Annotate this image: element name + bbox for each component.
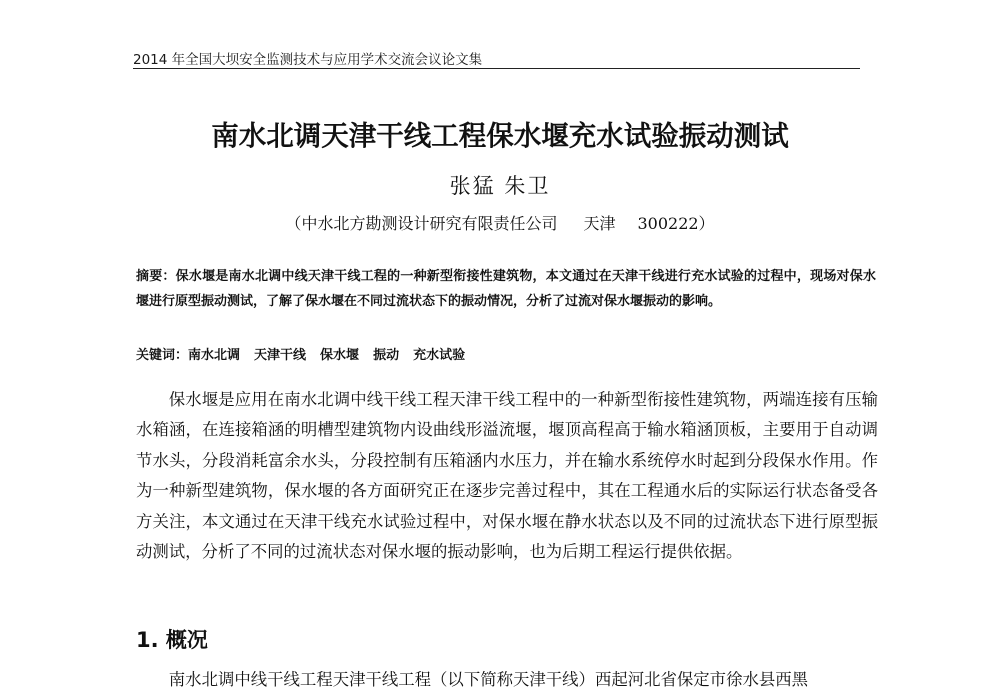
affiliation-close-paren: ） — [698, 214, 715, 233]
running-header: 2014 年全国大坝安全监测技术与应用学术交流会议论文集 — [133, 52, 483, 68]
affiliation-postcode: 300222 — [637, 214, 699, 233]
paper-title: 南水北调天津干线工程保水堰充水试验振动测试 — [211, 120, 789, 152]
intro-paragraph: 保水堰是应用在南水北调中线干线工程天津干线工程中的一种新型衔接性建筑物，两端连接有压输水箱涵，在连接箱涵的明槽型建筑物内设曲线形溢流堰，堰顶高程高于输水箱涵顶板，主要用于自动调节水头，分段消耗富余水头，分段控制有压箱涵内水压力，并在输水系统停水时起到分段保水作用。作为一种新型建筑物，保水堰的各方面研究正在逐步完善过程中，其在工程通水后的实际运行状态备受各方关注，本文通过在天津干线充水试验过程中，对保水堰在静水状态以及不同的过流状态下进行原型振动测试，分析了不同的过流状态对保水堰的振动影响，也为后期工程运行提供依据。 — [136, 390, 878, 562]
affiliation-open-paren: （ — [285, 214, 302, 233]
abstract-label: 摘要： — [136, 269, 176, 284]
keywords — [136, 346, 876, 366]
affiliation-organization: 中水北方勘测设计研究有限责任公司 — [301, 214, 558, 233]
header-rule — [133, 68, 860, 69]
section-heading-overview: 1. 概况 — [136, 628, 208, 652]
section-1-first-line: 南水北调中线干线工程天津干线工程（以下简称天津干线）西起河北省保定市徐水县西黑 — [168, 670, 809, 689]
keyword-item: 充水试验 — [413, 348, 466, 363]
author-affiliation — [0, 211, 1000, 234]
affiliation-city: 天津 — [583, 214, 616, 233]
keywords-label: 关键词： — [136, 348, 189, 363]
keyword-item: 天津干线 — [254, 348, 307, 363]
keyword-item: 南水北调 — [188, 348, 241, 363]
abstract — [136, 265, 876, 314]
paper-authors: 张猛 朱卫 — [449, 174, 551, 198]
keyword-item: 保水堰 — [320, 348, 360, 363]
abstract-text: 保水堰是南水北调中线天津干线工程的一种新型衔接性建筑物，本文通过在天津干线进行充水试验的过程中，现场对保水堰进行原型振动测试，了解了保水堰在不同过流状态下的振动情况，分析了过流对保水堰振动的影响。 — [136, 269, 876, 309]
keyword-item: 振动 — [373, 348, 400, 363]
